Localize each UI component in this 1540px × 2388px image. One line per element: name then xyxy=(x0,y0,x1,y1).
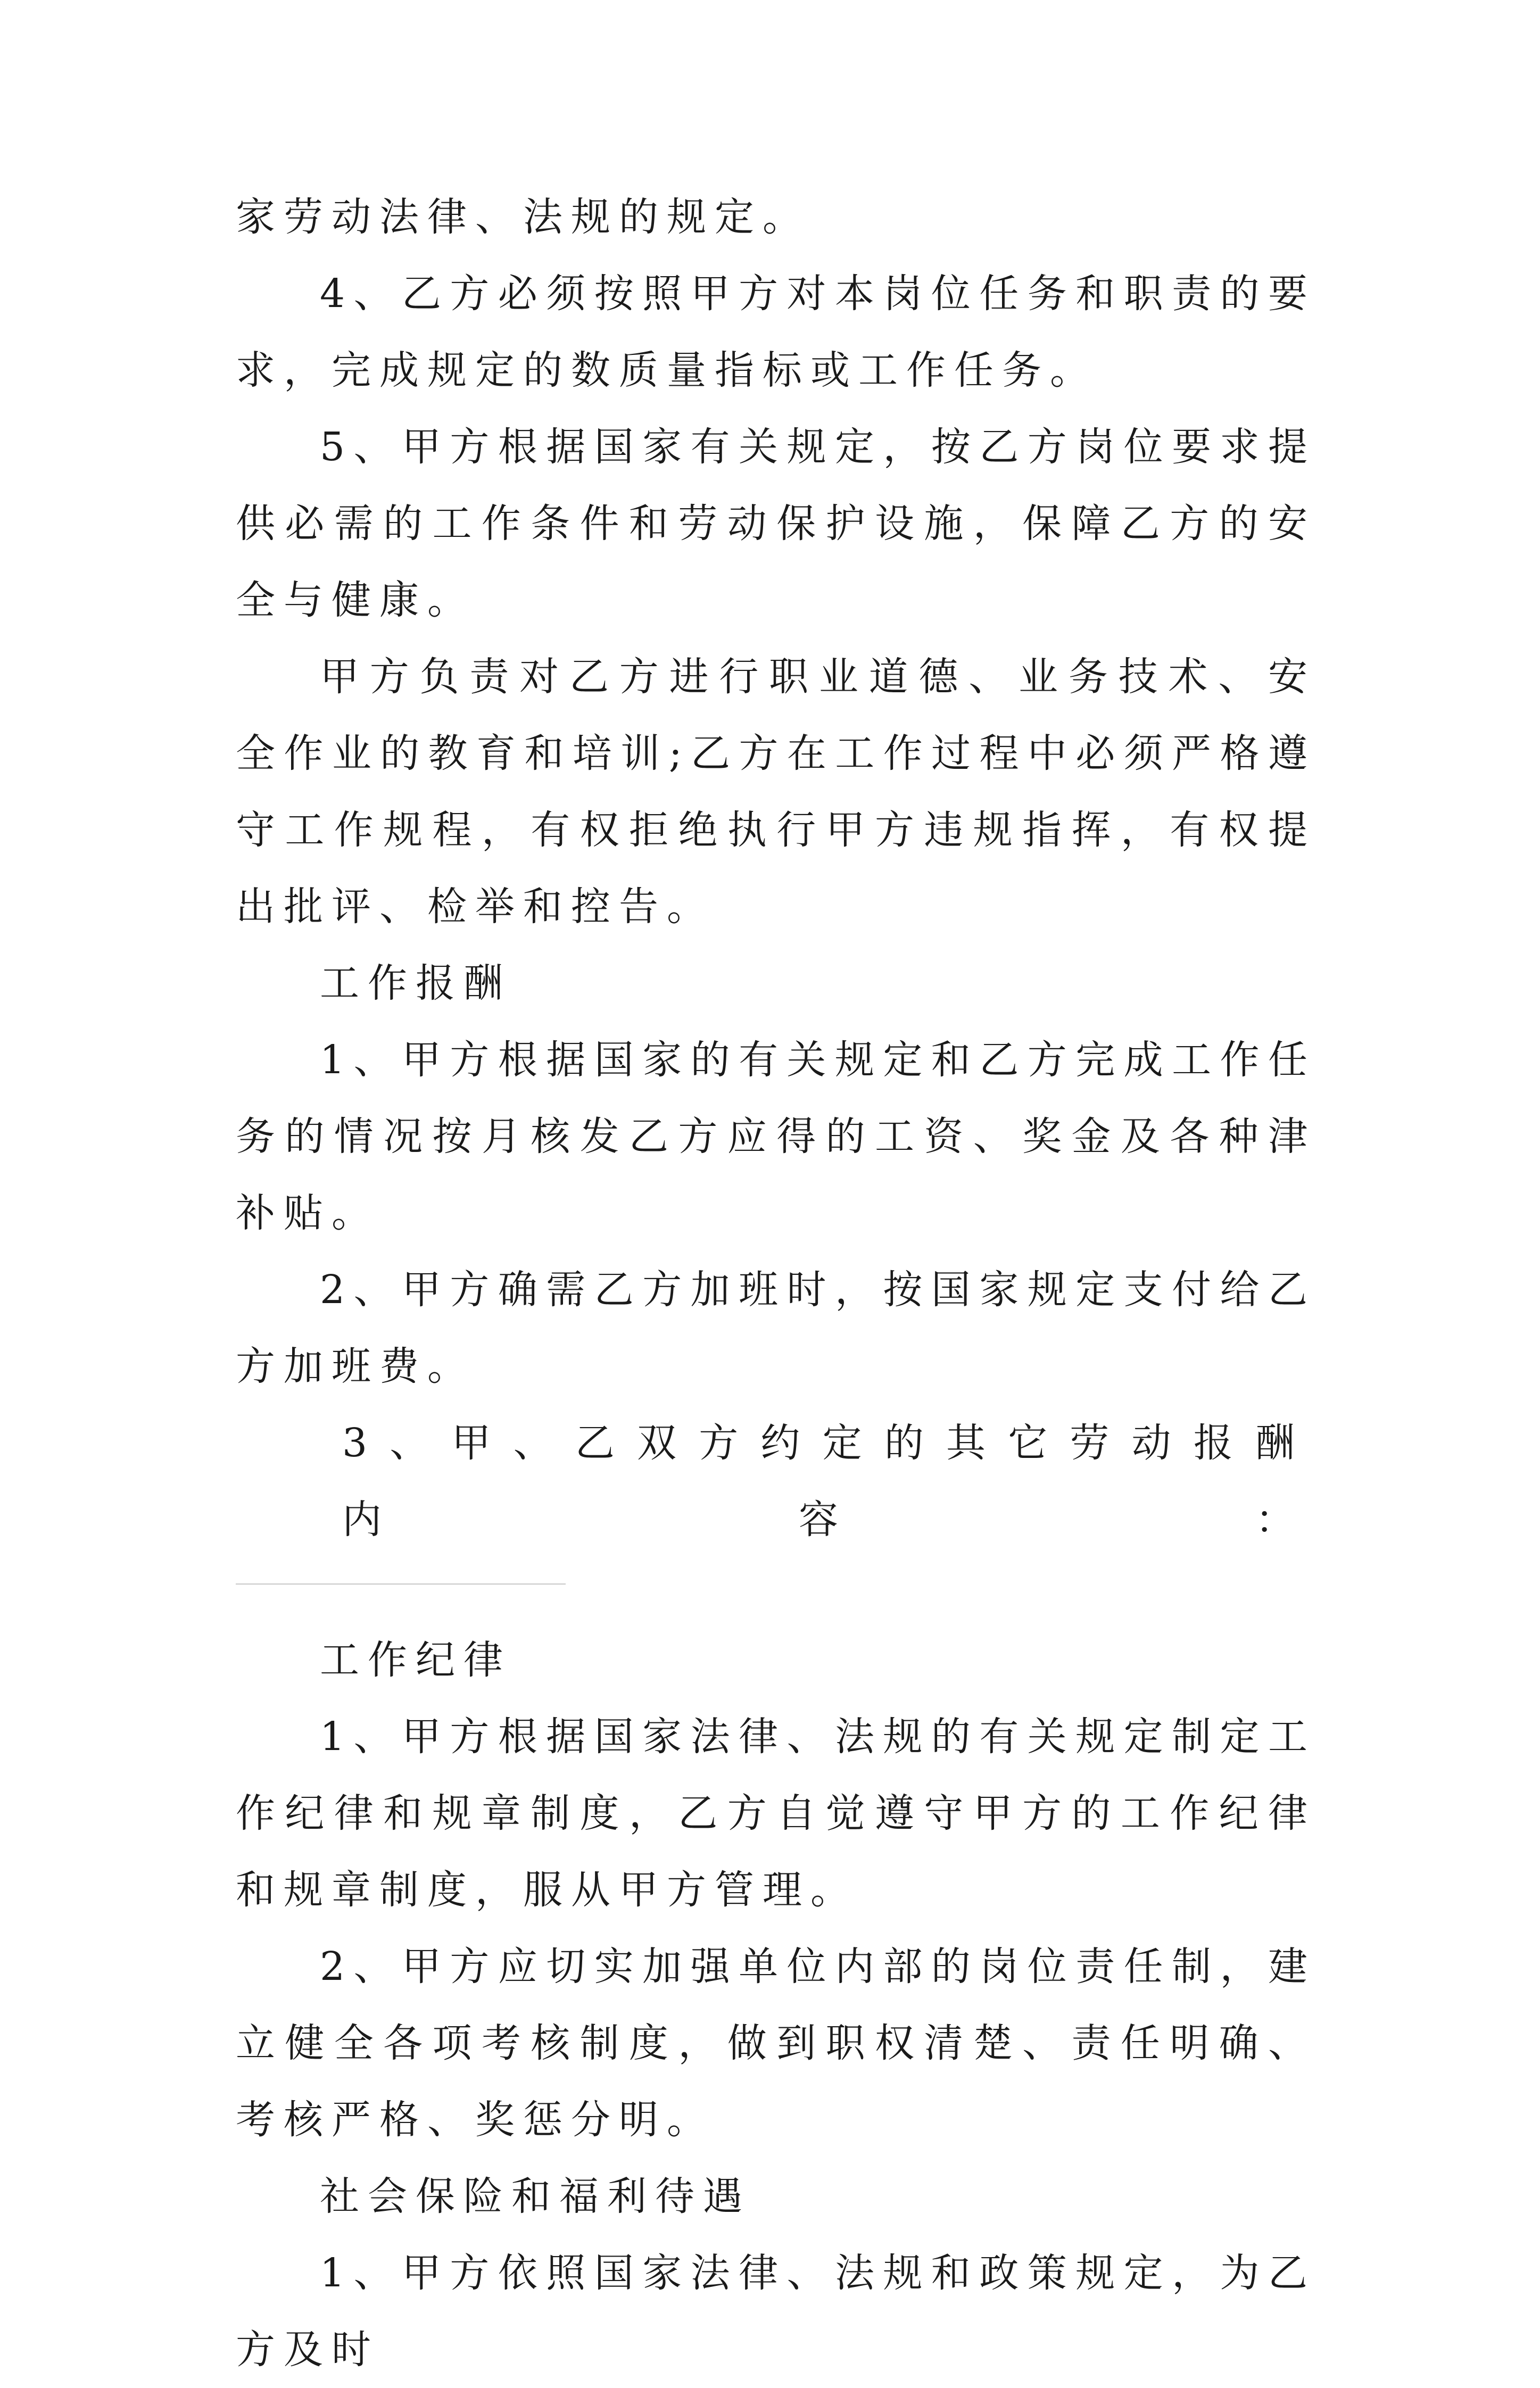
discipline-clause-1: 1、甲方根据国家法律、法规的有关规定制定工作纪律和规章制度，乙方自觉遵守甲方的工作纪律和规章制度，服从甲方管理。 xyxy=(236,1714,1316,1913)
remuneration-clause-2: 2、甲方确需乙方加班时，按国家规定支付给乙方加班费。 xyxy=(236,1267,1316,1389)
insurance-clause-1: 1、甲方依照国家法律、法规和政策规定，为乙方及时 xyxy=(236,2250,1316,2373)
section-heading-remuneration: 工作报酬 xyxy=(320,960,511,1006)
remuneration-clause-3: 3、甲、乙双方约定的其它劳动报酬内容： xyxy=(342,1420,1316,1543)
section-heading-insurance: 社会保险和福利待遇 xyxy=(320,2174,751,2219)
fill-in-blank-line xyxy=(236,1583,566,1585)
clause-5: 5、甲方根据国家有关规定，按乙方岗位要求提供必需的工作条件和劳动保护设施，保障乙方的安全与健康。 xyxy=(236,424,1316,623)
document-body xyxy=(236,179,1316,2388)
remuneration-clause-1: 1、甲方根据国家的有关规定和乙方完成工作任务的情况按月核发乙方应得的工资、奖金及各种津补贴。 xyxy=(236,1037,1316,1236)
clause-4: 4、乙方必须按照甲方对本岗位任务和职责的要求，完成规定的数质量指标或工作任务。 xyxy=(236,271,1316,393)
section-heading-discipline: 工作纪律 xyxy=(320,1637,511,1683)
discipline-clause-2: 2、甲方应切实加强单位内部的岗位责任制，建立健全各项考核制度，做到职权清楚、责任明确、考核严格、奖惩分明。 xyxy=(236,1944,1316,2143)
paragraph-continuation: 家劳动法律、法规的规定。 xyxy=(236,194,810,240)
training-paragraph: 甲方负责对乙方进行职业道德、业务技术、安全作业的教育和培训;乙方在工作过程中必须严格遵守工作规程，有权拒绝执行甲方违规指挥，有权提出批评、检举和控告。 xyxy=(236,654,1316,930)
